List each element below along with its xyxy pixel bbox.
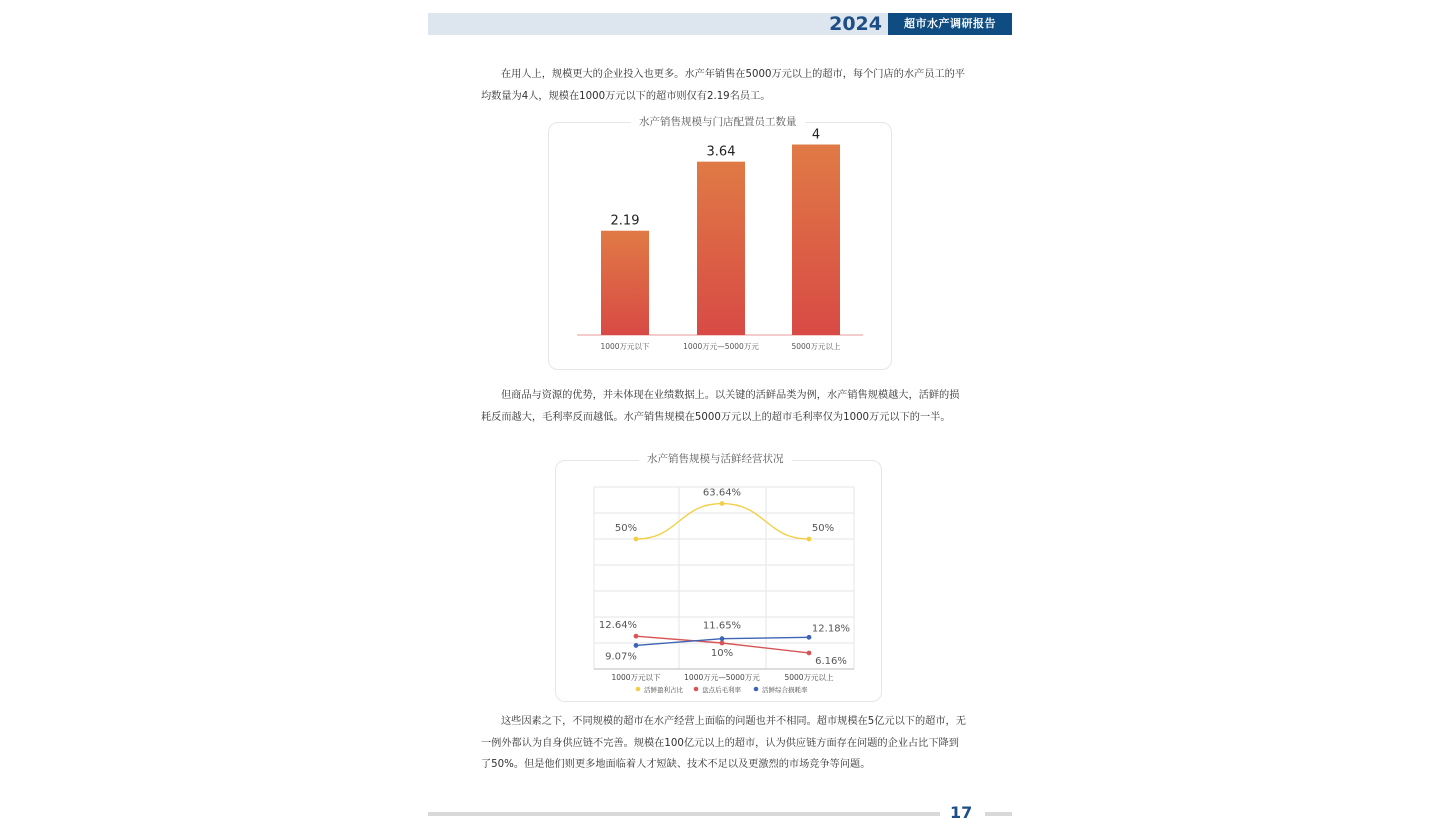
paragraph-performance: 但商品与资源的优势，并未体现在业绩数据上。以关键的活鲜品类为例，水产销售规模越大，活鲜的损耗反而越大，毛利率反而越低。水产销售规模在5000万元以上的超市毛利率仅为1000万元以下的一半。 <box>481 390 960 423</box>
header-title: 超市水产调研报告 <box>888 13 1012 35</box>
header-year: 2024 <box>829 13 882 35</box>
legend-marker-1 <box>636 687 641 692</box>
series-2-point-3 <box>807 651 812 656</box>
series-2-label-3: 6.16% <box>815 655 847 667</box>
bar-category-label-2: 1000万元—5000万元 <box>683 342 759 351</box>
bar-3 <box>792 145 840 335</box>
series-2-point-2 <box>720 641 725 646</box>
bar-category-label-3: 5000万元以上 <box>791 342 841 351</box>
paragraph-staffing: 在用人上，规模更大的企业投入也更多。水产年销售在5000万元以上的超市，每个门店的水产员工的平均数量为4人，规模在1000万元以下的超市则仅有2.19名员工。 <box>481 69 965 102</box>
line-category-label-2: 1000万元—5000万元 <box>684 673 760 682</box>
series-3-label-2: 11.65% <box>702 620 742 632</box>
legend-label-3: 活鲜综合损耗率 <box>762 686 808 694</box>
series-1-point-2 <box>720 501 725 506</box>
series-1-label-1: 50% <box>614 523 638 534</box>
series-2-label-2: 10% <box>710 648 734 659</box>
bar-1 <box>601 231 649 335</box>
series-1-label-3: 50% <box>811 523 835 534</box>
bar-2 <box>697 162 745 335</box>
legend-label-2: 盘点后毛利率 <box>702 686 741 694</box>
bar-value-label-2: 3.64 <box>706 144 736 160</box>
legend-label-1: 活鲜盈利占比 <box>644 686 683 694</box>
bar-value-label-3: 4 <box>811 127 821 143</box>
footer-rule-left <box>428 812 940 816</box>
bar-chart-card <box>548 122 892 370</box>
series-2-label-1: 12.64% <box>598 620 638 632</box>
bar-category-label-1: 1000万元以下 <box>600 342 650 351</box>
bar-chart-title: 水产销售规模与门店配置员工数量 <box>631 114 805 129</box>
series-3-point-3 <box>807 635 812 640</box>
line-chart-legend <box>636 685 808 694</box>
bar-chart <box>549 123 891 369</box>
series-1-label-2: 63.64% <box>702 487 742 499</box>
line-category-label-1: 1000万元以下 <box>611 673 661 682</box>
series-3-point-2 <box>720 636 725 641</box>
series-3-label-3: 12.18% <box>811 623 851 635</box>
legend-marker-3 <box>754 687 759 692</box>
line-chart-title: 水产销售规模与活鲜经营状况 <box>639 451 792 466</box>
legend-marker-2 <box>694 687 699 692</box>
series-1-point-1 <box>634 537 639 542</box>
bar-value-label-1: 2.19 <box>610 213 640 229</box>
series-3-label-1: 9.07% <box>605 651 637 663</box>
series-2-point-1 <box>634 634 639 639</box>
footer-rule-right <box>985 812 1012 816</box>
report-page <box>428 0 1012 830</box>
series-line-1 <box>636 504 809 539</box>
paragraph-issues: 这些因素之下，不同规模的超市在水产经营上面临的问题也并不相同。超市规模在5亿元以下的超市，无一例外都认为自身供应链不完善。规模在100亿元以上的超市，认为供应链方面存在问题的企业占比下降到了50%。但是他们则更多地面临着人才短缺、技术不足以及更激烈的市场竞争等问题。 <box>481 716 966 770</box>
line-chart <box>556 461 881 701</box>
series-1-point-3 <box>807 537 812 542</box>
page-number: 17 <box>950 803 973 822</box>
series-3-point-1 <box>634 643 639 648</box>
line-chart-card <box>555 460 882 702</box>
line-category-label-3: 5000万元以上 <box>784 673 834 682</box>
